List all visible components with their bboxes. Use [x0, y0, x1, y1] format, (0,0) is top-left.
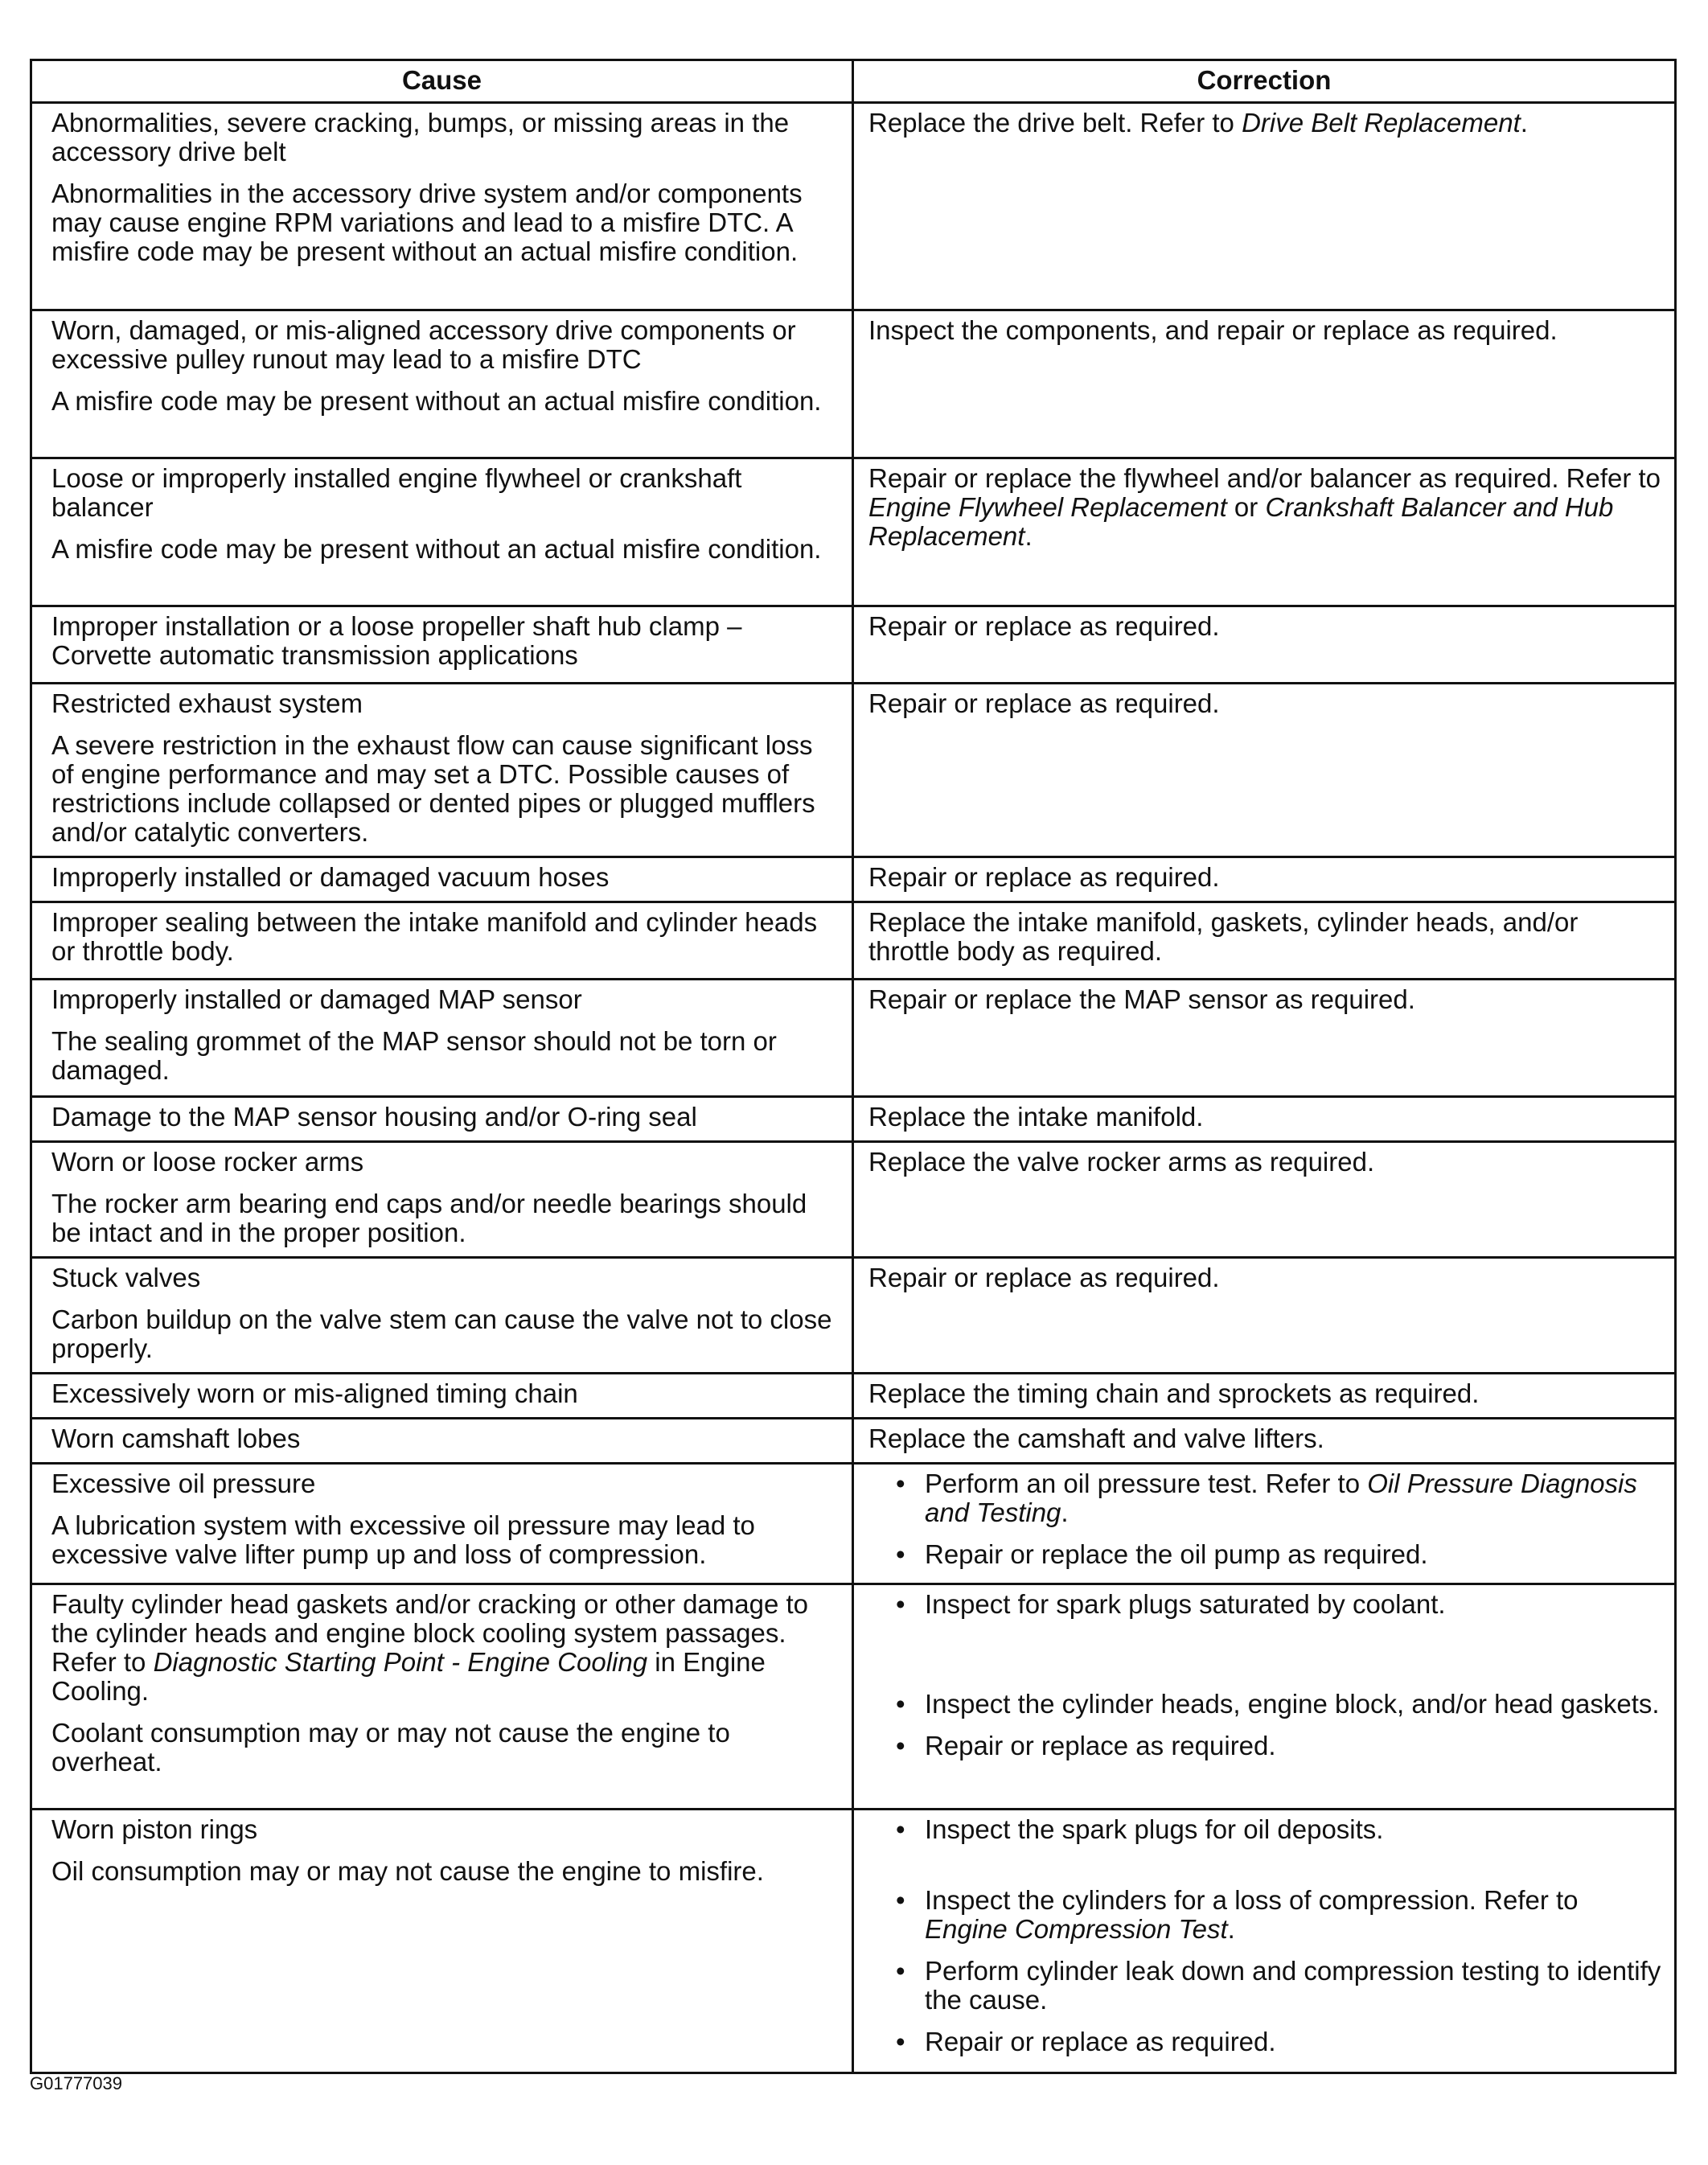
cause-cell — [32, 903, 854, 978]
cause-note: The rocker arm bearing end caps and/or needle bearings should be intact and in the proper position. — [51, 1189, 807, 1247]
reference-link: Crankshaft Balancer and Hub Replacement — [868, 492, 1614, 551]
cause-note: Oil consumption may or may not cause the engine to misfire. — [51, 1856, 764, 1886]
list-item: • Perform cylinder leak down and compression testing to identify the cause. — [868, 1957, 1665, 2015]
table-row — [32, 1462, 1674, 1583]
cause-cell — [32, 459, 854, 605]
table-row — [32, 1095, 1674, 1140]
correction-cell — [854, 858, 1674, 901]
table-row — [32, 682, 1674, 856]
table-row — [32, 1583, 1674, 1808]
cause-note: Abnormalities in the accessory drive system and/or components may cause engine RPM variations and lead to a misfire DTC. A misfire code may be present without an actual misfire condition. — [51, 179, 803, 266]
correction-text: Repair or replace the flywheel and/or balancer as required. Refer to Engine Flywheel Replacement or Crankshaft Balancer and Hub Replacement. — [868, 463, 1661, 551]
reference-link: Drive Belt Replacement — [1242, 108, 1521, 138]
cause-text: Worn, damaged, or mis-aligned accessory drive components or excessive pulley runout may lead to a misfire DTC — [51, 315, 796, 374]
correction-list — [868, 1590, 1665, 1760]
cause-cell — [32, 858, 854, 901]
list-item: • Inspect the spark plugs for oil deposits. — [868, 1815, 1665, 1844]
correction-list — [868, 1469, 1665, 1569]
cause-cell — [32, 1374, 854, 1417]
cause-cell — [32, 1098, 854, 1140]
cause-cell — [32, 1143, 854, 1256]
list-item: • Inspect the cylinder heads, engine block, and/or head gaskets. — [868, 1690, 1665, 1719]
cause-cell — [32, 311, 854, 457]
correction-cell — [854, 684, 1674, 856]
cause-note: A severe restriction in the exhaust flow can cause significant loss of engine performance and may set a DTC. Possible causes of restrictions include collapsed or dented pipes or plugged mufflers and/or catalytic converters. — [51, 730, 815, 847]
correction-cell — [854, 1259, 1674, 1372]
cause-text: Improper sealing between the intake manifold and cylinder heads or throttle body. — [51, 907, 818, 966]
reference-link: Engine Compression Test — [925, 1914, 1228, 1944]
cause-note: A lubrication system with excessive oil pressure may lead to excessive valve lifter pump up and loss of compression. — [51, 1510, 755, 1569]
table-row — [32, 1808, 1674, 2072]
cause-text: Excessive oil pressure — [51, 1469, 316, 1498]
table-row — [32, 1140, 1674, 1256]
cause-text: Damage to the MAP sensor housing and/or O-ring seal — [51, 1102, 697, 1132]
cause-cell — [32, 980, 854, 1095]
correction-text: Repair or replace as required. — [868, 611, 1220, 641]
cause-text: Abnormalities, severe cracking, bumps, or missing areas in the accessory drive belt — [51, 108, 790, 166]
cause-correction-table — [30, 59, 1677, 2074]
correction-list — [868, 1815, 1665, 2056]
cause-cell — [32, 1585, 854, 1808]
cause-text: Stuck valves — [51, 1263, 201, 1292]
correction-text: Repair or replace as required. — [868, 688, 1220, 718]
list-item: • Inspect the cylinders for a loss of compression. Refer to Engine Compression Test. — [868, 1886, 1665, 1944]
cause-cell — [32, 1465, 854, 1583]
list-item: • Repair or replace as required. — [868, 1732, 1665, 1760]
list-item: • Repair or replace the oil pump as required. — [868, 1540, 1665, 1569]
correction-cell — [854, 459, 1674, 605]
correction-cell — [854, 1419, 1674, 1462]
table-row — [32, 1372, 1674, 1417]
reference-link: Diagnostic Starting Point - Engine Cooling — [153, 1647, 648, 1677]
cause-note: A misfire code may be present without an actual misfire condition. — [51, 534, 822, 564]
correction-text: Replace the intake manifold, gaskets, cylinder heads, and/or throttle body as required. — [868, 907, 1579, 966]
correction-cell — [854, 1465, 1674, 1583]
cause-text: Loose or improperly installed engine flywheel or crankshaft balancer — [51, 463, 742, 522]
cause-note: A misfire code may be present without an actual misfire condition. — [51, 386, 822, 416]
reference-link: Engine Flywheel Replacement — [868, 492, 1227, 522]
table-row — [32, 856, 1674, 901]
correction-cell — [854, 1143, 1674, 1256]
correction-cell — [854, 1810, 1674, 2072]
correction-text: Inspect the components, and repair or replace as required. — [868, 315, 1558, 345]
cause-note: Coolant consumption may or may not cause the engine to overheat. — [51, 1718, 730, 1777]
cause-cell — [32, 1419, 854, 1462]
correction-cell — [854, 1374, 1674, 1417]
correction-cell — [854, 607, 1674, 682]
correction-cell — [854, 1098, 1674, 1140]
correction-cell — [854, 311, 1674, 457]
header-cause: Cause — [32, 61, 854, 101]
table-row — [32, 978, 1674, 1095]
cause-text: Improperly installed or damaged vacuum hoses — [51, 862, 610, 892]
cause-text: Worn or loose rocker arms — [51, 1147, 364, 1177]
correction-cell — [854, 1585, 1674, 1808]
list-item: • Inspect for spark plugs saturated by coolant. — [868, 1590, 1665, 1619]
table-row — [32, 309, 1674, 457]
cause-note: Carbon buildup on the valve stem can cause the valve not to close properly. — [51, 1304, 832, 1363]
correction-cell — [854, 903, 1674, 978]
correction-text: Replace the valve rocker arms as required. — [868, 1147, 1375, 1177]
reference-link: Oil Pressure Diagnosis and Testing — [925, 1469, 1637, 1527]
cause-cell — [32, 607, 854, 682]
cause-text: Excessively worn or mis-aligned timing chain — [51, 1378, 578, 1408]
table-header — [32, 61, 1674, 101]
cause-text: Improperly installed or damaged MAP sensor — [51, 984, 582, 1014]
list-item: • Perform an oil pressure test. Refer to Oil Pressure Diagnosis and Testing. — [868, 1469, 1665, 1527]
table-row — [32, 1417, 1674, 1462]
table-row — [32, 1256, 1674, 1372]
cause-note: The sealing grommet of the MAP sensor should not be torn or damaged. — [51, 1026, 777, 1085]
correction-text: Repair or replace as required. — [868, 1263, 1220, 1292]
cause-cell — [32, 104, 854, 309]
table-row — [32, 457, 1674, 605]
cause-text: Faulty cylinder head gaskets and/or cracking or other damage to the cylinder heads and engine block cooling system passages. Refer to Diagnostic Starting Point - Engine Cooling in Engine Cooling. — [51, 1589, 809, 1706]
cause-text: Restricted exhaust system — [51, 688, 363, 718]
figure-code: G01777039 — [30, 2073, 122, 2093]
list-item: • Repair or replace as required. — [868, 2027, 1665, 2056]
correction-cell — [854, 980, 1674, 1095]
cause-cell — [32, 684, 854, 856]
correction-text: Repair or replace the MAP sensor as required. — [868, 984, 1415, 1014]
table-row — [32, 605, 1674, 682]
cause-cell — [32, 1810, 854, 2072]
correction-text: Replace the drive belt. Refer to Drive Belt Replacement. — [868, 108, 1528, 138]
cause-text: Improper installation or a loose propeller shaft hub clamp – Corvette automatic transmission applications — [51, 611, 742, 670]
cause-cell — [32, 1259, 854, 1372]
correction-text: Replace the intake manifold. — [868, 1102, 1204, 1132]
correction-text: Repair or replace as required. — [868, 862, 1220, 892]
table-row — [32, 101, 1674, 309]
cause-text: Worn piston rings — [51, 1814, 258, 1844]
header-correction: Correction — [1197, 65, 1332, 95]
correction-cell — [854, 104, 1674, 309]
cause-text: Worn camshaft lobes — [51, 1423, 301, 1453]
correction-text: Replace the camshaft and valve lifters. — [868, 1423, 1324, 1453]
correction-text: Replace the timing chain and sprockets as required. — [868, 1378, 1480, 1408]
table-row — [32, 901, 1674, 978]
